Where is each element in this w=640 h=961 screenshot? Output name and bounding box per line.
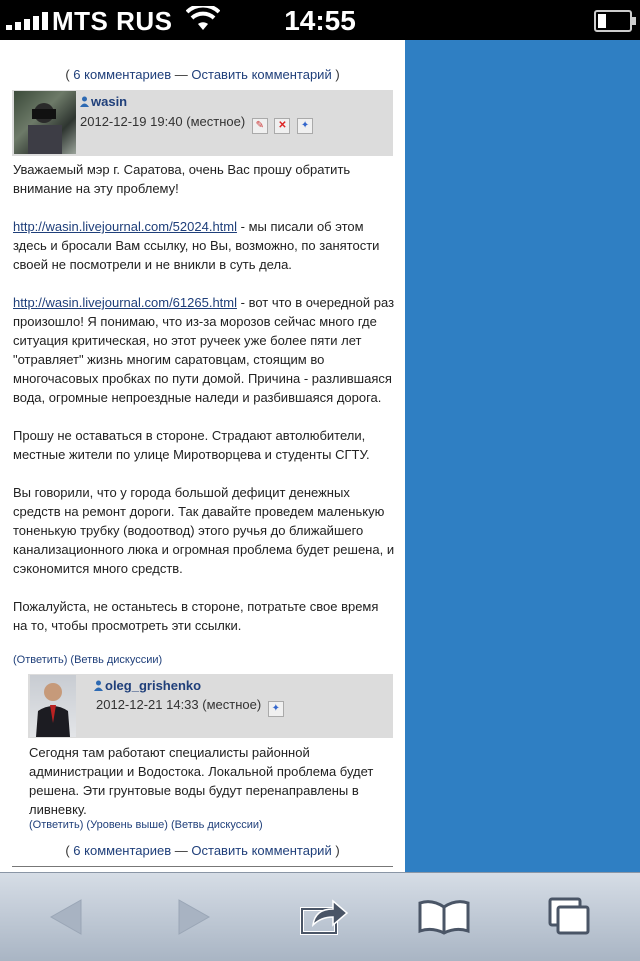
comment-link[interactable]: http://wasin.livejournal.com/52024.html xyxy=(13,219,238,234)
track-icon[interactable]: ✦ xyxy=(297,118,313,134)
comment-paragraph: Уважаемый мэр г. Саратова, очень Вас прошу обратить внимание на эту проблему! xyxy=(13,162,351,196)
leave-comment-link[interactable]: Оставить комментарий xyxy=(191,843,332,858)
web-page[interactable] xyxy=(0,40,405,872)
avatar[interactable] xyxy=(30,675,76,737)
carrier-name: MTS RUS xyxy=(52,6,173,36)
divider xyxy=(12,866,393,867)
parent-link[interactable]: Уровень выше xyxy=(90,819,165,831)
leave-comment-link[interactable]: Оставить комментарий xyxy=(191,67,332,82)
comment-paragraph: Сегодня там работают специалисты районной администрации и Водостока. Локальной проблема будет решена. Эти грунтовые воды будут перенаправлены в ливневку. xyxy=(29,745,374,817)
battery-icon xyxy=(594,10,632,32)
comment-link[interactable]: http://wasin.livejournal.com/61265.html xyxy=(13,295,238,310)
comment-body xyxy=(13,160,395,635)
user-icon xyxy=(80,95,89,106)
reply-link[interactable]: Ответить xyxy=(32,819,80,831)
comment-header xyxy=(28,674,393,738)
comments-count-link[interactable]: 6 комментариев xyxy=(73,843,172,858)
thread-link[interactable]: Ветвь дискуссии xyxy=(174,819,260,831)
comment-actions: (Ответить) (Ветвь дискуссии) xyxy=(13,654,163,666)
comment-paragraph: Вы говорили, что у города большой дефицит денежных средств на ремонт дороги. Так давайте проведем маленькую тоненькую трубку (водоотвод) этого ручья до ближайшего канализационного люка и огромная проблема будет решена, и сэкономится много средств. xyxy=(13,485,395,576)
bookmarks-icon[interactable] xyxy=(402,873,486,961)
page-sidebar-background xyxy=(405,40,640,872)
comment-date[interactable]: 2012-12-19 19:40 (местное) xyxy=(80,114,246,129)
comment-paragraph: http://wasin.livejournal.com/52024.html - мы писали об этом здесь и бросали Вам ссылку, но Вы, возможно, по занятости своей не посмотрели и не вникли в суть дела. xyxy=(13,219,380,272)
status-bar xyxy=(0,0,640,40)
forward-arrow-icon[interactable] xyxy=(152,873,236,961)
comment-date[interactable]: 2012-12-21 14:33 (местное) xyxy=(96,697,262,712)
tabs-icon[interactable] xyxy=(528,873,612,961)
comment-body xyxy=(29,743,395,819)
delete-icon[interactable]: ✕ xyxy=(274,118,290,134)
browser-toolbar xyxy=(0,872,640,961)
track-icon[interactable]: ✦ xyxy=(268,701,284,717)
comment-paragraph: Пожалуйста, не останьтесь в стороне, потратьте свое время на то, чтобы просмотреть эти ссылки. xyxy=(13,599,379,633)
comment-paragraph: http://wasin.livejournal.com/61265.html - вот что в очередной раз произошло! Я понимаю, что из-за морозов сейчас много где ситуация критическая, но этот ручеек уже более пяти лет "отравляет" жизнь многим саратовцам, стоящим во многочасовых пробках по пути домой. Причина - разлившаяся вода, огромные непроездные наледи и разбившаяся дорога. xyxy=(13,295,395,405)
comment-username[interactable]: oleg_grishenko xyxy=(105,678,202,693)
back-arrow-icon[interactable] xyxy=(24,873,108,961)
status-time: 14:55 xyxy=(284,5,356,36)
edit-icon[interactable]: ✎ xyxy=(252,118,268,134)
comments-count-link[interactable]: 6 комментариев xyxy=(73,67,172,82)
avatar[interactable] xyxy=(14,91,76,154)
reply-link[interactable]: Ответить xyxy=(16,654,64,666)
thread-link[interactable]: Ветвь дискуссии xyxy=(74,654,159,666)
comment-actions: (Ответить) (Уровень выше) (Ветвь дискуссии) xyxy=(29,819,263,831)
share-icon[interactable] xyxy=(282,873,366,961)
comment-username[interactable]: wasin xyxy=(91,94,128,109)
comments-bar-bottom: ( 6 комментариев — Оставить комментарий ) xyxy=(65,843,340,858)
battery-level xyxy=(598,14,606,28)
user-icon xyxy=(94,679,103,690)
comment-header xyxy=(12,90,393,156)
comments-bar-top: ( 6 комментариев — Оставить комментарий ) xyxy=(65,67,340,82)
comment-paragraph: Прошу не оставаться в стороне. Страдают автолюбители, местные жители по улице Миротворцева и студенты СГТУ. xyxy=(13,428,370,462)
